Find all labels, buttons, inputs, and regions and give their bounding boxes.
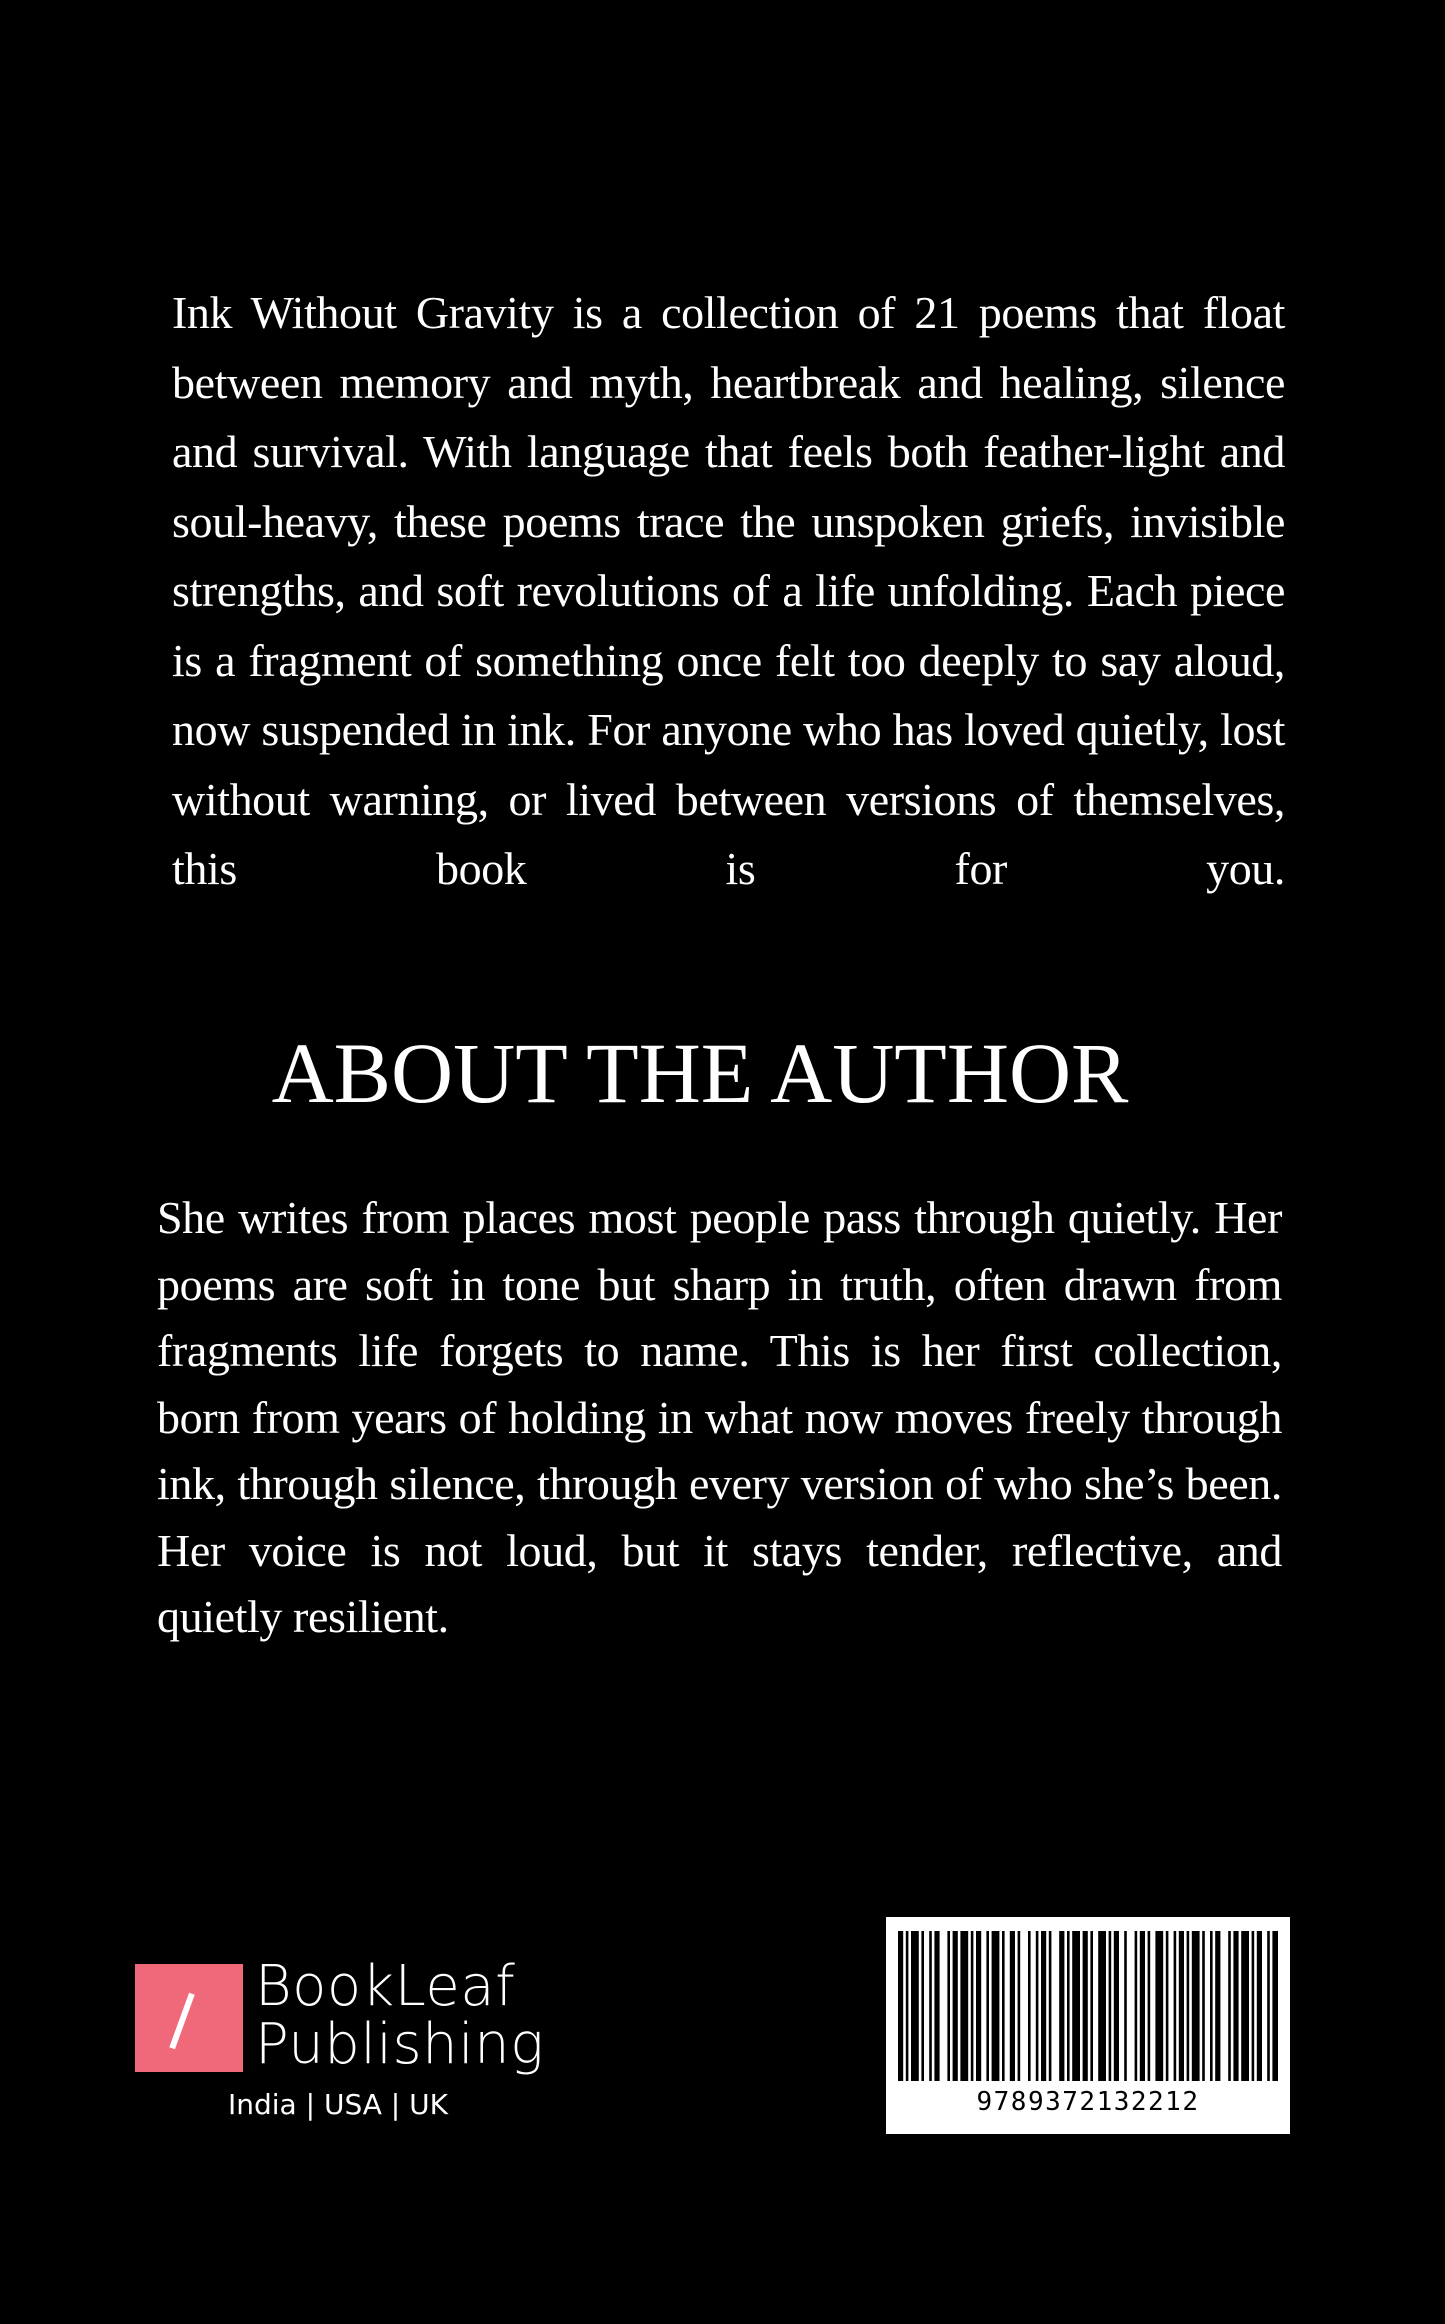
publisher-name: [255, 1954, 545, 2077]
barcode-bar: [1148, 1931, 1151, 2081]
barcode-bar: [1241, 1931, 1249, 2081]
slash-glyph: [169, 1993, 194, 2050]
barcode-bar: [1098, 1931, 1106, 2081]
publisher-regions: India | USA | UK: [228, 2088, 448, 2121]
barcode-bar: [947, 1931, 950, 2081]
barcode-bar: [1059, 1931, 1064, 2081]
barcode-bar: [1049, 1931, 1052, 2081]
barcode-bar: [1228, 1931, 1231, 2081]
barcode-icon: [898, 1931, 1278, 2081]
barcode-bar: [1018, 1931, 1021, 2081]
publisher-name-line1: BookLeaf: [255, 1954, 516, 2019]
barcode-bar: [976, 1931, 981, 2081]
barcode-bar: [1267, 1931, 1270, 2081]
isbn-barcode: [886, 1917, 1290, 2134]
barcode-bar: [960, 1931, 968, 2081]
barcode-bar: [1090, 1931, 1093, 2081]
barcode-bar: [1210, 1931, 1213, 2081]
barcode-bar: [1109, 1931, 1112, 2081]
isbn-number: 9789372132212: [976, 2087, 1200, 2117]
barcode-bar: [1155, 1931, 1163, 2081]
barcode-bar: [1002, 1931, 1005, 2081]
barcode-bar: [971, 1931, 974, 2081]
barcode-bar: [1072, 1931, 1080, 2081]
barcode-bar: [1192, 1931, 1200, 2081]
barcode-bar: [1067, 1931, 1070, 2081]
about-author-heading: ABOUT THE AUTHOR: [271, 1025, 1129, 1121]
publisher-logo: [135, 1954, 545, 2138]
slash-mark-icon: [135, 1964, 243, 2072]
barcode-bar: [911, 1931, 919, 2081]
barcode-bar: [1124, 1931, 1127, 2081]
barcode-bar: [1187, 1931, 1190, 2081]
book-blurb: Ink Without Gravity is a collection of 21 poems that float between memory and myth, heartbreak and healing, silence and survival. With language that feels both feather-light and soul-heavy, these poems trace the unspoken griefs, invisible strengths, and soft revolutions of a life unfolding. Each piece is a fragment of something once felt too deeply to say aloud, now suspended in ink. For anyone who has loved quietly, lost without warning, or lived between versions of themselves, this book is for you.: [172, 287, 1285, 894]
barcode-bar: [1202, 1931, 1205, 2081]
barcode-bar: [929, 1931, 932, 2081]
barcode-bar: [953, 1931, 958, 2081]
barcode-bar: [1140, 1931, 1145, 2081]
barcode-bar: [906, 1931, 909, 2081]
barcode-bar: [1174, 1931, 1177, 2081]
barcode-bar: [1257, 1931, 1262, 2081]
barcode-bar: [1083, 1931, 1088, 2081]
barcode-bar: [1252, 1931, 1255, 2081]
barcode-bar: [1215, 1931, 1220, 2081]
barcode-bar: [898, 1931, 903, 2081]
barcode-bar: [1114, 1931, 1119, 2081]
barcode-bar: [1028, 1931, 1031, 2081]
barcode-bar: [1272, 1931, 1278, 2081]
barcode-bar: [934, 1931, 939, 2081]
about-author-text: She writes from places most people pass through quietly. Her poems are soft in tone but sharp in truth, often drawn from fragments life forgets to name. This is her first collection, born from years of holding in what now moves freely through ink, through silence, through every version of who she’s been. Her voice is not loud, but it stays tender, reflective, and quietly resilient.: [157, 1192, 1282, 1642]
barcode-bar: [1036, 1931, 1039, 2081]
barcode-bar: [1041, 1931, 1046, 2081]
barcode-bar: [1135, 1931, 1138, 2081]
barcode-bar: [921, 1931, 924, 2081]
barcode-bar: [1166, 1931, 1169, 2081]
publisher-name-line2: Publishing: [255, 2012, 545, 2077]
barcode-bar: [986, 1931, 989, 2081]
barcode-bar: [1179, 1931, 1184, 2081]
barcode-bar: [1233, 1931, 1238, 2081]
barcode-bar: [1010, 1931, 1015, 2081]
barcode-bar: [992, 1931, 1000, 2081]
